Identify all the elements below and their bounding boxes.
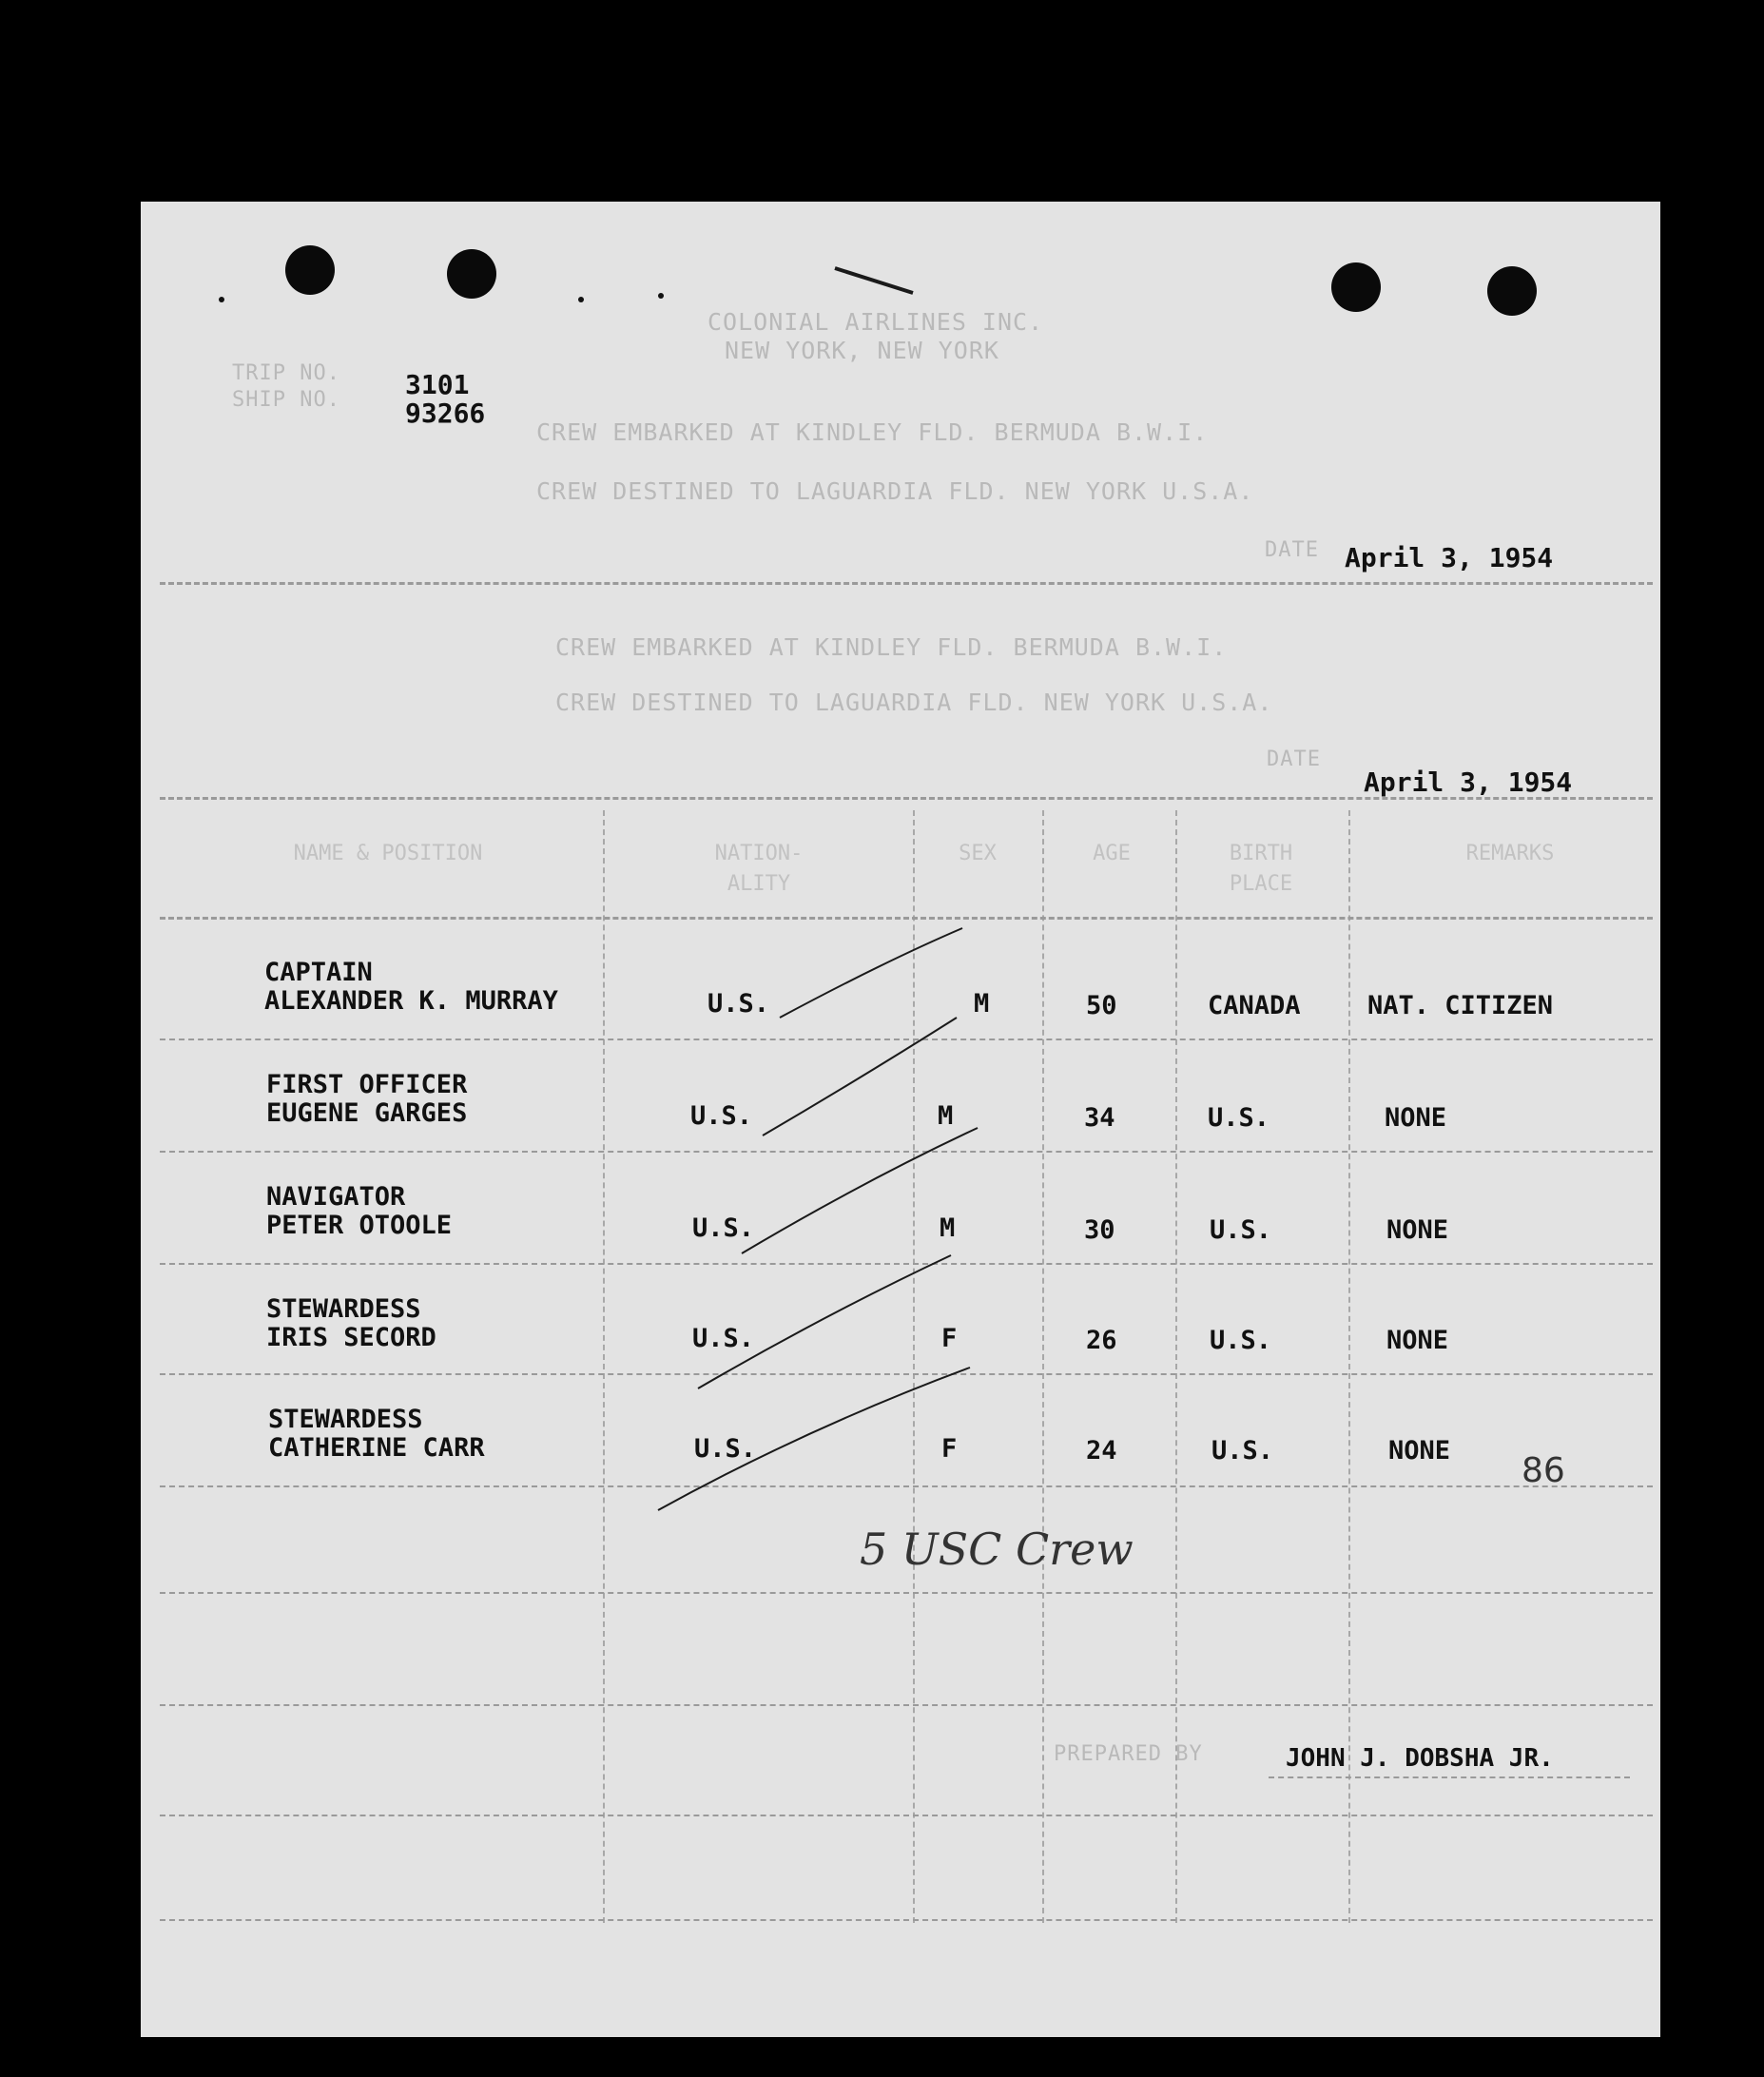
header-remarks: REMARKS: [1465, 842, 1555, 865]
crew-age: 50: [1086, 991, 1117, 1020]
page-number: 86: [1522, 1451, 1565, 1490]
crew-age: 26: [1086, 1326, 1117, 1355]
crew-position: NAVIGATOR: [266, 1182, 406, 1212]
crew-remarks: NONE: [1388, 1436, 1451, 1466]
header-nationality: NATION-ALITY: [714, 842, 804, 896]
upper-date-label: DATE: [1265, 538, 1319, 562]
upper-date: April 3, 1954: [1345, 542, 1554, 573]
crew-sex: F: [941, 1324, 958, 1353]
crew-birth-place: U.S.: [1212, 1436, 1274, 1466]
signature-line: [1269, 1776, 1630, 1778]
lower-destined-line: CREW DESTINED TO LAGUARDIA FLD. NEW YORK U.S.A.: [555, 689, 1273, 716]
header-birth-place: BIRTH PLACE: [1229, 842, 1293, 896]
lower-date: April 3, 1954: [1364, 767, 1573, 798]
crew-remarks: NONE: [1386, 1326, 1449, 1355]
trip-number: 3101: [405, 369, 470, 400]
manifest-page: [141, 202, 1660, 2037]
crew-birth-place: U.S.: [1208, 1103, 1270, 1133]
crew-nationality: U.S.: [708, 989, 770, 1019]
crew-birth-place: CANADA: [1208, 991, 1301, 1020]
crew-name: EUGENE GARGES: [266, 1098, 468, 1128]
crew-sex: M: [940, 1213, 956, 1243]
crew-position: FIRST OFFICER: [266, 1070, 468, 1099]
crew-sex: M: [938, 1101, 954, 1131]
crew-position: CAPTAIN: [264, 958, 373, 987]
crew-position: STEWARDESS: [268, 1405, 423, 1434]
crew-remarks: NAT. CITIZEN: [1367, 991, 1554, 1020]
crew-nationality: U.S.: [692, 1213, 755, 1243]
crew-remarks: NONE: [1385, 1103, 1447, 1133]
lower-embarked-line: CREW EMBARKED AT KINDLEY FLD. BERMUDA B.W.I.: [555, 633, 1228, 661]
crew-sex: M: [974, 989, 990, 1019]
ship-label: SHIP NO.: [232, 388, 340, 412]
handwritten-note: 5 USC Crew: [860, 1524, 1134, 1575]
lower-date-label: DATE: [1267, 747, 1321, 771]
crew-nationality: U.S.: [694, 1434, 757, 1464]
upper-embarked-line: CREW EMBARKED AT KINDLEY FLD. BERMUDA B.W.I.: [536, 418, 1209, 446]
crew-remarks: NONE: [1386, 1215, 1449, 1245]
crew-birth-place: U.S.: [1210, 1215, 1272, 1245]
crew-name: PETER OTOOLE: [266, 1211, 453, 1240]
header-name-position: NAME & POSITION: [293, 842, 483, 865]
company-name: COLONIAL AIRLINES INC.: [708, 308, 1044, 336]
crew-sex: F: [941, 1434, 958, 1464]
trip-label: TRIP NO.: [232, 361, 340, 385]
prepared-by-label: PREPARED BY: [1054, 1742, 1203, 1766]
crew-name: IRIS SECORD: [266, 1323, 436, 1352]
crew-birth-place: U.S.: [1210, 1326, 1272, 1355]
crew-age: 24: [1086, 1436, 1117, 1466]
header-sex: SEX: [959, 842, 997, 865]
crew-age: 34: [1084, 1103, 1115, 1133]
crew-age: 30: [1084, 1215, 1115, 1245]
crew-nationality: U.S.: [690, 1101, 753, 1131]
crew-name: ALEXANDER K. MURRAY: [264, 986, 558, 1016]
company-city: NEW YORK, NEW YORK: [725, 337, 999, 364]
upper-destined-line: CREW DESTINED TO LAGUARDIA FLD. NEW YORK U.S.A.: [536, 477, 1254, 505]
crew-nationality: U.S.: [692, 1324, 755, 1353]
crew-position: STEWARDESS: [266, 1294, 421, 1324]
crew-name: CATHERINE CARR: [268, 1433, 485, 1463]
ship-number: 93266: [405, 398, 486, 429]
header-age: AGE: [1093, 842, 1131, 865]
prepared-by-name: JOHN J. DOBSHA JR.: [1286, 1744, 1554, 1773]
